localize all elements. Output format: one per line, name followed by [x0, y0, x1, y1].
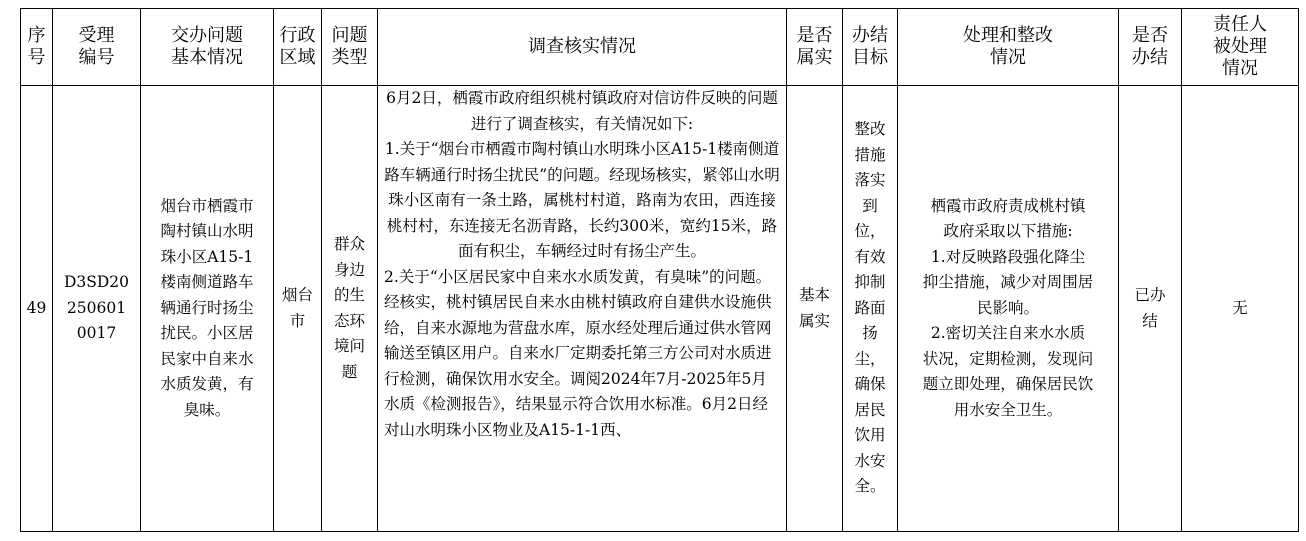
cell-verified: 基本 属实	[787, 86, 843, 532]
header-row	[21, 9, 1299, 86]
investigation-intro: 6月2日，栖霞市政府组织桃村镇政府对信访件反映的问题进行了调查核实，有关情况如下:	[386, 89, 778, 133]
header-region: 行政 区域	[274, 9, 322, 86]
header-case-number: 受理 编号	[53, 9, 141, 86]
header-verified: 是否 属实	[787, 9, 843, 86]
header-target: 办结 目标	[843, 9, 898, 86]
header-completed: 是否 办结	[1119, 9, 1182, 86]
investigation-item-1: 1.关于“烟台市栖霞市陶村镇山水明珠小区A15-1楼南侧道路车辆通行时扬尘扰民”的问题。经现场核实，紧邻山水明珠小区南有一条土路，属桃村村道，路南为农田，西连接桃村村，东连接无名沥青路，长约300米，宽约15米，路面有积尘，车辆经过时有扬尘产生。	[384, 140, 780, 260]
cell-problem-type: 群众 身边 的生 态环 境问 题	[322, 86, 378, 532]
investigation-text	[384, 86, 780, 531]
table-row	[21, 86, 1299, 532]
cell-problem-description: 烟台市栖霞市 陶村镇山水明 珠小区A15-1 楼南侧道路车 辆通行时扬尘 扰民。小区居 民家中自来水 水质发黄，有 臭味。	[141, 86, 274, 532]
cell-region: 烟台 市	[274, 86, 322, 532]
cell-case-number: D3SD20 250601 0017	[53, 86, 141, 532]
header-responsible-punished: 责任人 被处理 情况	[1182, 9, 1299, 86]
header-investigation: 调查核实情况	[378, 9, 787, 86]
cell-seq: 49	[21, 86, 53, 532]
cell-rectification: 栖霞市政府责成桃村镇 政府采取以下措施: 1.对反映路段强化降尘 抑尘措施，减少对周围居 民影响。 2.密切关注自来水水质 状况，定期检测，发现问 题立即处理，确保居民饮 用水安全卫生。	[898, 86, 1119, 532]
cell-target: 整改 措施 落实 到 位， 有效 抑制 路面 扬 尘， 确保 居民 饮用 水安 全。	[843, 86, 898, 532]
header-problem-description: 交办问题 基本情况	[141, 9, 274, 86]
cell-completed: 已办 结	[1119, 86, 1182, 532]
header-rectification: 处理和整改 情况	[898, 9, 1119, 86]
cell-responsible-punished: 无	[1182, 86, 1299, 532]
header-problem-type: 问题 类型	[322, 9, 378, 86]
report-table	[20, 8, 1299, 532]
cell-investigation	[378, 86, 787, 532]
header-seq: 序 号	[21, 9, 53, 86]
investigation-item-2: 2.关于“小区居民家中自来水水质发黄，有臭味”的问题。经核实，桃村镇居民自来水由桃村镇政府自建供水设施供给，自来水源地为营盘水库，原水经处理后通过供水管网输送至镇区用户。自来水厂定期委托第三方公司对水质进行检测，确保饮用水安全。调阅2024年7月-2025年5月水质《检测报告》，结果显示符合饮用水标准。6月2日经对山水明珠小区物业及A15-1-1西、	[384, 267, 772, 439]
